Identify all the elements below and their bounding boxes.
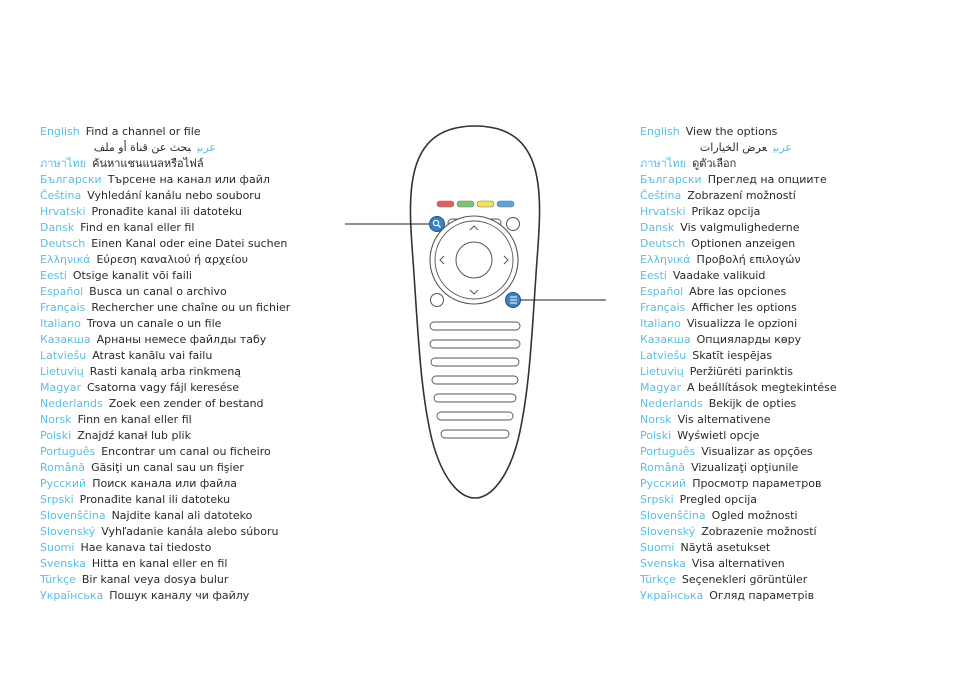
translation-text: Skatīt iespējas	[692, 349, 773, 362]
translation-row	[640, 332, 940, 348]
translation-row	[640, 380, 940, 396]
translation-row	[40, 316, 320, 332]
translation-row	[40, 428, 320, 444]
language-name: Polski	[40, 429, 72, 442]
translation-row	[640, 348, 940, 364]
translation-row	[640, 492, 940, 508]
translation-row	[40, 204, 320, 220]
language-name: Latviešu	[640, 349, 687, 362]
button-row[interactable]	[437, 412, 513, 420]
translation-row	[40, 588, 320, 604]
translation-row	[40, 252, 320, 268]
translation-row	[640, 300, 940, 316]
translation-row	[40, 508, 320, 524]
translation-row	[40, 380, 320, 396]
language-name: Ελληνικά	[40, 253, 91, 266]
translation-text: Zobrazenie možností	[701, 525, 817, 538]
translation-text: Prikaz opcija	[691, 205, 761, 218]
translation-row	[640, 460, 940, 476]
options-button[interactable]	[506, 293, 521, 308]
translation-row	[40, 524, 320, 540]
translation-text: Visualizar as opções	[701, 445, 813, 458]
translation-text: Peržiūrėti parinktis	[689, 365, 794, 378]
translation-text: Zoek een zender of bestand	[108, 397, 264, 410]
translation-row	[640, 188, 940, 204]
language-name: Türkçe	[640, 573, 676, 586]
translation-text: Einen Kanal oder eine Datei suchen	[91, 237, 288, 250]
language-name: Українська	[40, 589, 104, 602]
translation-text: Vis alternativene	[677, 413, 771, 426]
language-name: Lietuvių	[40, 365, 84, 378]
translation-text: Encontrar um canal ou ficheiro	[101, 445, 271, 458]
translation-row	[40, 540, 320, 556]
translation-text: Огляд параметрів	[709, 589, 815, 602]
translation-text: Vyhľadanie kanála alebo súboru	[101, 525, 279, 538]
language-name: Slovenščina	[640, 509, 706, 522]
translation-row	[40, 172, 320, 188]
translation-row	[640, 316, 940, 332]
language-name: Suomi	[640, 541, 675, 554]
translation-row	[640, 428, 940, 444]
translation-row	[640, 284, 940, 300]
language-name: Slovenský	[40, 525, 96, 538]
translation-row	[40, 492, 320, 508]
translation-text: Vizualizaţi opţiunile	[691, 461, 799, 474]
translation-row	[640, 220, 940, 236]
translation-text: ดูตัวเลือก	[692, 157, 737, 170]
language-name: Dansk	[640, 221, 675, 234]
language-name: Hrvatski	[640, 205, 686, 218]
language-name: Ελληνικά	[640, 253, 691, 266]
translation-row	[40, 396, 320, 412]
language-name: عربي	[772, 141, 792, 154]
translation-text: عرض الخيارات	[699, 141, 767, 154]
translation-row	[40, 220, 320, 236]
translation-row	[640, 140, 792, 156]
translation-row	[40, 476, 320, 492]
language-name: Français	[40, 301, 86, 314]
translation-row	[40, 268, 320, 284]
translation-text: Vis valgmulighederne	[680, 221, 800, 234]
translation-row	[640, 588, 940, 604]
translation-row	[640, 124, 940, 140]
language-name: Español	[640, 285, 684, 298]
language-name: Čeština	[40, 189, 82, 202]
button-row[interactable]	[441, 430, 509, 438]
translation-text: Ogled možnosti	[711, 509, 798, 522]
language-name: ภาษาไทย	[40, 157, 87, 170]
translation-text: Поиск канала или файла	[92, 477, 238, 490]
language-name: Türkçe	[40, 573, 76, 586]
language-name: English	[40, 125, 80, 138]
translation-row	[640, 396, 940, 412]
translation-row	[640, 508, 940, 524]
translation-text: Abre las opciones	[689, 285, 787, 298]
language-name: Srpski	[40, 493, 74, 506]
translation-text: Seçenekleri görüntüler	[681, 573, 808, 586]
language-name: Lietuvių	[640, 365, 684, 378]
language-name: Hrvatski	[40, 205, 86, 218]
translation-row	[640, 524, 940, 540]
navigation-pad[interactable]	[430, 216, 518, 304]
button-row[interactable]	[431, 358, 519, 366]
translation-row	[40, 460, 320, 476]
translation-text: Atrast kanālu vai failu	[92, 349, 213, 362]
translation-row	[640, 268, 940, 284]
language-name: Dansk	[40, 221, 75, 234]
blue-key[interactable]	[497, 201, 514, 207]
language-name: Deutsch	[40, 237, 86, 250]
remote-body	[410, 126, 539, 498]
translation-row	[40, 332, 320, 348]
translation-text: Găsiţi un canal sau un fişier	[91, 461, 244, 474]
translation-text: Арнаны немесе файлды табу	[96, 333, 267, 346]
language-name: Slovenský	[640, 525, 696, 538]
translation-row	[40, 412, 320, 428]
translation-row	[40, 156, 320, 172]
language-name: Latviešu	[40, 349, 87, 362]
search-translations	[40, 124, 320, 604]
language-name: Français	[640, 301, 686, 314]
translation-row	[640, 572, 940, 588]
language-name: عربي	[196, 141, 216, 154]
language-name: Казакша	[40, 333, 91, 346]
translation-text: View the options	[685, 125, 778, 138]
language-name: Svenska	[640, 557, 686, 570]
translation-text: Znajdź kanał lub plik	[77, 429, 191, 442]
translation-text: Pronađite kanal ili datoteku	[79, 493, 231, 506]
translation-text: Опцияларды көру	[696, 333, 802, 346]
translation-row	[40, 284, 320, 300]
translation-text: Пошук каналу чи файлу	[109, 589, 250, 602]
translation-text: Търсене на канал или файл	[107, 173, 270, 186]
translation-row	[40, 124, 320, 140]
language-name: Română	[40, 461, 86, 474]
language-name: Svenska	[40, 557, 86, 570]
language-name: ภาษาไทย	[640, 157, 687, 170]
translation-row	[640, 364, 940, 380]
green-key[interactable]	[457, 201, 474, 207]
translation-text: Csatorna vagy fájl keresése	[87, 381, 239, 394]
language-name: English	[640, 125, 680, 138]
button-row[interactable]	[430, 322, 520, 330]
translation-text: Bekijk de opties	[708, 397, 797, 410]
translation-text: Näytä asetukset	[680, 541, 771, 554]
language-name: Srpski	[640, 493, 674, 506]
translation-text: Vaadake valikuid	[672, 269, 766, 282]
translation-row	[640, 444, 940, 460]
options-translations	[640, 124, 940, 604]
language-name: Eesti	[40, 269, 67, 282]
translation-text: Busca un canal o archivo	[89, 285, 227, 298]
language-name: Suomi	[40, 541, 75, 554]
translation-row	[640, 556, 940, 572]
language-name: Italiano	[640, 317, 681, 330]
translation-text: Find a channel or file	[85, 125, 201, 138]
language-name: Português	[40, 445, 96, 458]
language-name: Nederlands	[40, 397, 103, 410]
translation-text: Trova un canale o un file	[86, 317, 222, 330]
translation-text: Pregled opcija	[679, 493, 758, 506]
translation-row	[640, 252, 940, 268]
translation-text: Hitta en kanal eller en fil	[91, 557, 228, 570]
top-right-button[interactable]	[507, 218, 520, 231]
button-row[interactable]	[434, 394, 516, 402]
language-name: Magyar	[640, 381, 681, 394]
translation-text: Εύρεση καναλιού ή αρχείου	[96, 253, 249, 266]
language-name: Казакша	[640, 333, 691, 346]
translation-row	[40, 572, 320, 588]
language-name: Eesti	[640, 269, 667, 282]
translation-text: Zobrazení možností	[687, 189, 796, 202]
translation-row	[640, 172, 940, 188]
translation-text: ค้นหาแชนแนลหรือไฟล์	[92, 157, 204, 170]
language-name: Norsk	[40, 413, 72, 426]
language-name: Русский	[640, 477, 687, 490]
translation-text: Rechercher une chaîne ou un fichier	[91, 301, 291, 314]
translation-text: Otsige kanalit või faili	[72, 269, 192, 282]
translation-row	[40, 300, 320, 316]
language-name: Українська	[640, 589, 704, 602]
translation-text: Optionen anzeigen	[691, 237, 796, 250]
red-key[interactable]	[437, 201, 454, 207]
translation-text: Pronađite kanal ili datoteku	[91, 205, 242, 218]
language-name: Magyar	[40, 381, 81, 394]
ok-button[interactable]	[456, 242, 492, 278]
language-name: Български	[40, 173, 102, 186]
translation-text: Hae kanava tai tiedosto	[80, 541, 212, 554]
language-name: Deutsch	[640, 237, 686, 250]
language-name: Português	[640, 445, 696, 458]
yellow-key[interactable]	[477, 201, 494, 207]
translation-text: Visualizza le opzioni	[686, 317, 798, 330]
button-row[interactable]	[432, 376, 518, 384]
language-name: Български	[640, 173, 702, 186]
translation-text: Rasti kanalą arba rinkmeną	[89, 365, 242, 378]
button-row[interactable]	[430, 340, 520, 348]
translation-row	[640, 540, 940, 556]
translation-row	[640, 156, 940, 172]
translation-row	[40, 348, 320, 364]
translation-text: Najdite kanal ali datoteko	[111, 509, 253, 522]
translation-row	[640, 204, 940, 220]
translation-row	[40, 236, 320, 252]
translation-text: Bir kanal veya dosya bulur	[81, 573, 229, 586]
translation-text: Find en kanal eller fil	[80, 221, 195, 234]
translation-text: A beállítások megtekintése	[687, 381, 837, 394]
translation-text: Vyhledání kanálu nebo souboru	[87, 189, 261, 202]
translation-text: Προβολή επιλογών	[696, 253, 801, 266]
language-name: Română	[640, 461, 686, 474]
translation-row	[40, 140, 216, 156]
translation-row	[640, 412, 940, 428]
language-name: Русский	[40, 477, 87, 490]
translation-row	[40, 556, 320, 572]
translation-row	[640, 236, 940, 252]
language-name: Español	[40, 285, 84, 298]
translation-text: Visa alternativen	[691, 557, 785, 570]
language-name: Norsk	[640, 413, 672, 426]
translation-text: Finn en kanal eller fil	[77, 413, 192, 426]
translation-text: بحث عن قناة أو ملف	[93, 141, 191, 154]
translation-row	[40, 188, 320, 204]
translation-text: Просмотр параметров	[692, 477, 822, 490]
language-name: Slovenščina	[40, 509, 106, 522]
language-name: Čeština	[640, 189, 682, 202]
language-name: Nederlands	[640, 397, 703, 410]
translation-row	[40, 364, 320, 380]
language-name: Italiano	[40, 317, 81, 330]
translation-text: Wyświetl opcje	[677, 429, 760, 442]
translation-row	[40, 444, 320, 460]
language-name: Polski	[640, 429, 672, 442]
translation-text: Преглед на опциите	[707, 173, 827, 186]
translation-row	[640, 476, 940, 492]
back-button[interactable]	[431, 294, 444, 307]
translation-text: Afficher les options	[691, 301, 797, 314]
